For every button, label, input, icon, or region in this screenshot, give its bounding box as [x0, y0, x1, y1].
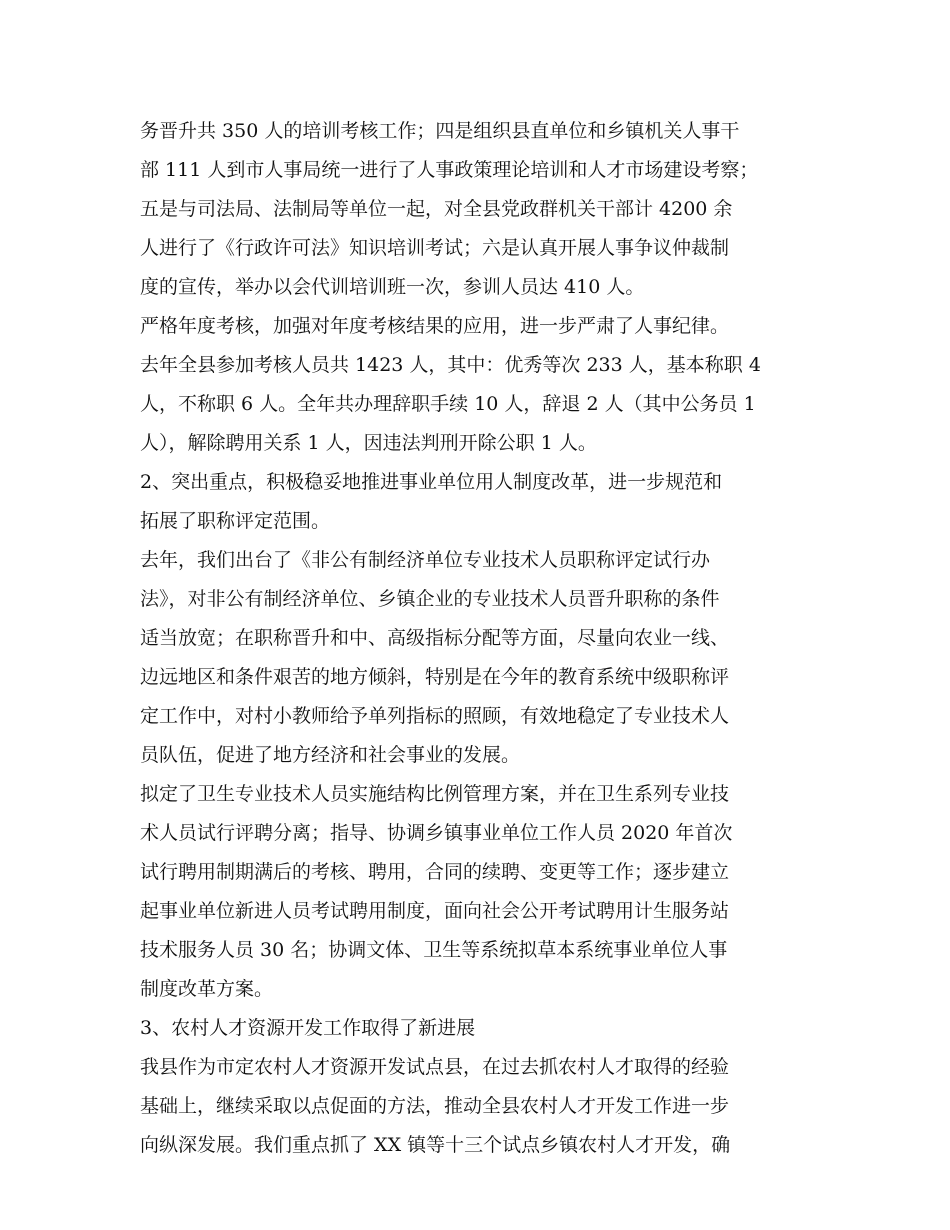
text-line: 去年，我们出台了《非公有制经济单位专业技术人员职称评定试行办 [140, 549, 711, 571]
text-line: 试行聘用制期满后的考核、聘用，合同的续聘、变更等工作；逐步建立 [140, 861, 730, 883]
text-line: 起事业单位新进人员考试聘用制度，面向社会公开考试聘用计生服务站 [140, 900, 730, 922]
text-line: 人，不称职 6 人。全年共办理辞职手续 10 人，辞退 2 人（其中公务员 1 [140, 393, 756, 415]
text-line: 人），解除聘用关系 1 人，因违法判刑开除公职 1 人。 [140, 432, 597, 454]
text-line: 基础上，继续采取以点促面的方法，推动全县农村人才开发工作进一步 [140, 1095, 730, 1117]
text-line: 拟定了卫生专业技术人员实施结构比例管理方案，并在卫生系列专业技 [140, 783, 730, 805]
text-line: 度的宣传，举办以会代训培训班一次，参训人员达 410 人。 [140, 276, 645, 298]
text-line: 术人员试行评聘分离；指导、协调乡镇事业单位工作人员 2020 年首次 [140, 822, 733, 844]
section-heading: 2、突出重点，积极稳妥地推进事业单位用人制度改革，进一步规范和 [140, 471, 723, 493]
text-line: 人进行了《行政许可法》知识培训考试；六是认真开展人事争议仲裁制 [140, 237, 730, 259]
text-line: 边远地区和条件艰苦的地方倾斜，特别是在今年的教育系统中级职称评 [140, 666, 730, 688]
section-heading: 3、农村人才资源开发工作取得了新进展 [140, 1017, 476, 1039]
text-line: 去年全县参加考核人员共 1423 人，其中：优秀等次 233 人，基本称职 4 [140, 354, 761, 376]
text-line: 五是与司法局、法制局等单位一起，对全县党政群机关干部计 4200 余 [140, 198, 733, 220]
section-heading: 拓展了职称评定范围。 [140, 510, 331, 532]
text-line: 向纵深发展。我们重点抓了 XX 镇等十三个试点乡镇农村人才开发，确 [140, 1134, 731, 1156]
text-line: 法》，对非公有制经济单位、乡镇企业的专业技术人员晋升职称的条件 [140, 588, 720, 610]
document-body [140, 112, 820, 1165]
text-line: 适当放宽；在职称晋升和中、高级指标分配等方面，尽量向农业一线、 [140, 627, 730, 649]
text-line: 务晋升共 350 人的培训考核工作；四是组织县直单位和乡镇机关人事干 [140, 120, 740, 142]
text-line: 定工作中，对村小教师给予单列指标的照顾，有效地稳定了专业技术人 [140, 705, 730, 727]
text-line: 制度改革方案。 [140, 978, 274, 1000]
text-line: 我县作为市定农村人才资源开发试点县，在过去抓农村人才取得的经验 [140, 1056, 730, 1078]
text-line: 技术服务人员 30 名；协调文体、卫生等系统拟草本系统事业单位人事 [140, 939, 728, 961]
text-line: 严格年度考核，加强对年度考核结果的应用，进一步严肃了人事纪律。 [140, 315, 730, 337]
text-line: 员队伍，促进了地方经济和社会事业的发展。 [140, 744, 521, 766]
text-line: 部 111 人到市人事局统一进行了人事政策理论培训和人才市场建设考察； [140, 159, 759, 181]
